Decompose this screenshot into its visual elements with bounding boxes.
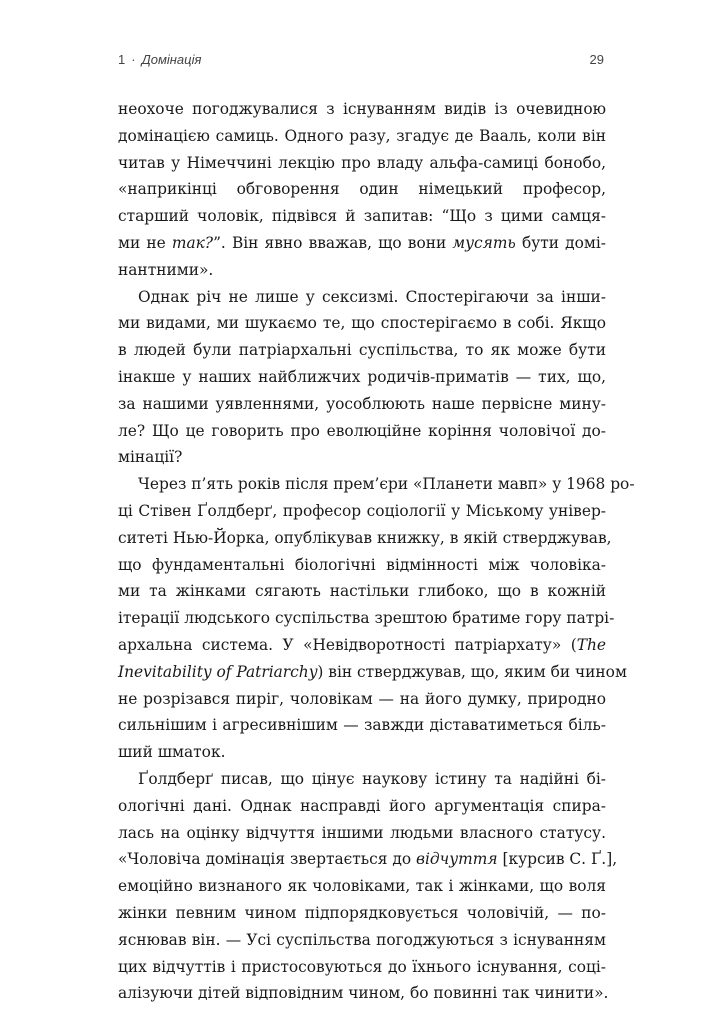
text-line bbox=[118, 900, 606, 927]
text-line bbox=[118, 444, 606, 471]
text-run: ітерації людського суспільства зрештою братиме гору патрі- bbox=[118, 609, 615, 628]
text-line bbox=[118, 337, 606, 364]
text-line bbox=[118, 471, 635, 498]
text-line bbox=[118, 659, 627, 686]
text-run: ле? Що це говорить про еволюційне коріння чоловічої до- bbox=[118, 421, 606, 440]
text-line bbox=[118, 578, 606, 605]
body-text bbox=[118, 96, 635, 1007]
italic-run: мусять bbox=[452, 233, 516, 252]
text-run: ший шматок. bbox=[118, 743, 226, 762]
text-run: лась на оцінку відчуття іншими людьми власного статусу. bbox=[118, 823, 606, 842]
text-run: мінації? bbox=[118, 448, 183, 467]
text-run: архальна система. У «Невідворотності патріархату» ( bbox=[118, 635, 577, 654]
paragraph bbox=[118, 96, 606, 284]
text-line bbox=[118, 284, 606, 311]
text-run: ми та жінками сягають настільки глибоко, що в кожній bbox=[118, 582, 606, 601]
text-run: ці Стівен Ґолдберґ, професор соціології у Міському універ- bbox=[118, 501, 606, 520]
text-line bbox=[118, 96, 606, 123]
text-run: ологічні дані. Однак насправді його аргументація спира- bbox=[118, 796, 606, 815]
text-line bbox=[118, 150, 606, 177]
text-run: в людей були патріархальні суспільства, то як може бути bbox=[118, 341, 606, 360]
italic-run: Inevitability of Patriarchy bbox=[118, 662, 318, 681]
text-line bbox=[118, 980, 609, 1007]
text-line bbox=[118, 257, 606, 284]
text-line bbox=[118, 873, 606, 900]
text-run: алізуючи дітей відповідним чином, бо повинні так чинити». bbox=[118, 984, 609, 1003]
text-line bbox=[118, 498, 606, 525]
page-number: 29 bbox=[589, 52, 604, 67]
text-run: яснював він. — Усі суспільства погоджуються з існуванням bbox=[118, 930, 606, 949]
chapter-number: 1 bbox=[118, 52, 126, 67]
text-run: старший чоловік, підвівся й запитав: “Що з цими самця- bbox=[118, 207, 606, 226]
text-run: цих відчуттів і пристосовуються до їхнього існування, соці- bbox=[118, 957, 606, 976]
text-line bbox=[118, 552, 606, 579]
text-line bbox=[118, 310, 606, 337]
text-run: «Чоловіча домінація звертається до bbox=[118, 850, 417, 869]
text-line bbox=[118, 927, 606, 954]
text-run: Через п’ять років після прем’єри «Планети мавп» у 1968 ро- bbox=[138, 475, 635, 494]
text-run: [курсив С. Ґ.], bbox=[497, 850, 618, 869]
text-run: жінки певним чином підпорядковується чоловічій, — по- bbox=[118, 903, 606, 922]
text-run: бути домі- bbox=[515, 233, 606, 252]
paragraph bbox=[118, 471, 635, 766]
text-line bbox=[118, 418, 606, 445]
italic-run: The bbox=[576, 635, 606, 654]
text-run: домінацією самиць. Одного разу, згадує де Вааль, коли він bbox=[118, 126, 606, 145]
text-line bbox=[118, 605, 615, 632]
text-run: інакше у наших найближчих родичів-приматів — тих, що, bbox=[118, 367, 606, 386]
text-line bbox=[118, 766, 606, 793]
text-line bbox=[118, 230, 606, 257]
text-line bbox=[118, 364, 606, 391]
text-line bbox=[118, 123, 606, 150]
chapter-heading bbox=[118, 52, 201, 67]
text-line bbox=[118, 686, 606, 713]
text-line bbox=[118, 820, 606, 847]
text-run: читав у Німеччині лекцію про владу альфа-самиці бонобо, bbox=[118, 153, 606, 172]
text-line bbox=[118, 391, 606, 418]
text-line bbox=[118, 793, 606, 820]
text-line bbox=[118, 203, 606, 230]
italic-run: відчуття bbox=[416, 850, 498, 869]
text-run: «наприкінці обговорення один німецький професор, bbox=[118, 180, 606, 199]
text-run: ”. Він явно вважав, що вони bbox=[213, 233, 453, 252]
text-line bbox=[118, 739, 606, 766]
text-run: Однак річ не лише у сексизмі. Спостерігаючи за інши- bbox=[138, 287, 606, 306]
text-line bbox=[118, 954, 606, 981]
paragraph bbox=[118, 766, 618, 1007]
text-run: ситеті Нью-Йорка, опублікував книжку, в якій стверджував, bbox=[118, 528, 612, 547]
chapter-title: Домінація bbox=[141, 52, 202, 67]
text-run: Ґолдберґ писав, що цінує наукову істину та надійні бі- bbox=[138, 769, 606, 788]
text-run: сильнішим і агресивнішим — завжди діставатиметься біль- bbox=[118, 716, 606, 735]
text-run: емоційно визнаного як чоловіками, так і жінками, що воля bbox=[118, 877, 606, 896]
text-line bbox=[118, 712, 606, 739]
text-run: що фундаментальні біологічні відмінності між чоловіка- bbox=[118, 555, 606, 574]
text-line bbox=[118, 525, 612, 552]
text-run: не розрізався пиріг, чоловікам — на його думку, природно bbox=[118, 689, 606, 708]
paragraph bbox=[118, 284, 606, 472]
text-run: ) він стверджував, що, яким би чином bbox=[317, 662, 627, 681]
text-line bbox=[118, 632, 606, 659]
header-separator: · bbox=[131, 52, 136, 67]
text-run: нантними». bbox=[118, 260, 214, 279]
text-run: ми видами, ми шукаємо те, що спостерігаємо в собі. Якщо bbox=[118, 314, 606, 333]
text-run: за нашими уявленнями, уособлюють наше первісне мину- bbox=[118, 394, 606, 413]
italic-run: так? bbox=[171, 233, 214, 252]
text-line bbox=[118, 846, 618, 873]
text-run: ми не bbox=[118, 233, 172, 252]
text-run: неохоче погоджувалися з існуванням видів із очевидною bbox=[118, 100, 606, 118]
text-line bbox=[118, 176, 606, 203]
